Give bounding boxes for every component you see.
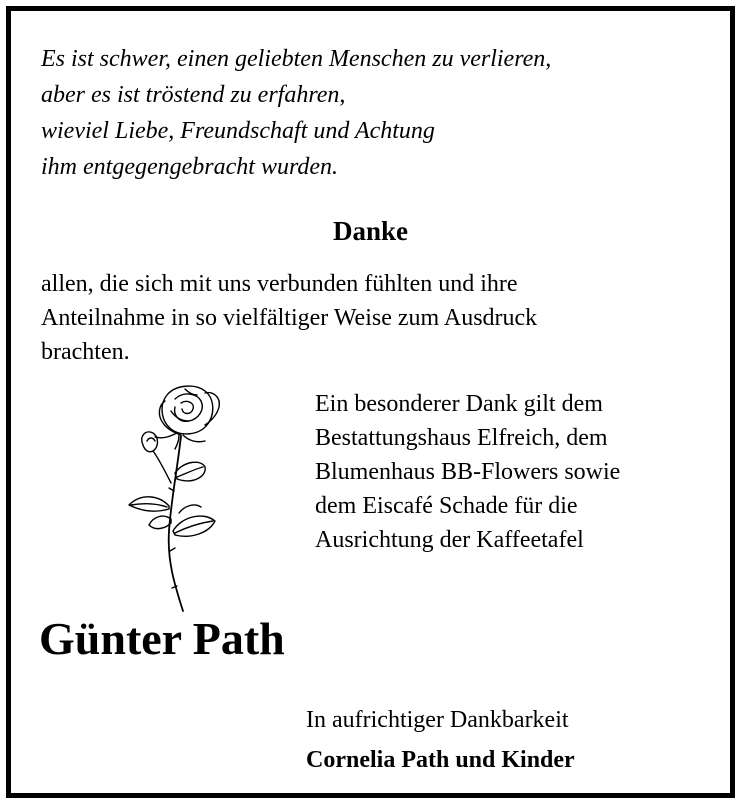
thanks-text bbox=[41, 267, 537, 369]
quote-text bbox=[41, 41, 551, 185]
thanks-line: brachten. bbox=[41, 339, 130, 365]
special-line: Blumenhaus BB-Flowers sowie bbox=[315, 459, 621, 485]
quote-line: Es ist schwer, einen geliebten Menschen zu verlieren, bbox=[41, 46, 552, 72]
quote-line: ihm entgegengebracht wurden. bbox=[41, 154, 339, 180]
closing-line: In aufrichtiger Dankbarkeit bbox=[306, 707, 569, 733]
special-line: dem Eiscafé Schade für die bbox=[315, 493, 578, 519]
deceased-name: Günter Path bbox=[39, 613, 285, 664]
special-line: Bestattungshaus Elfreich, dem bbox=[315, 425, 608, 451]
signature: Cornelia Path und Kinder bbox=[306, 747, 575, 773]
thanks-line: allen, die sich mit uns verbunden fühlten und ihre bbox=[41, 271, 518, 297]
rose-icon bbox=[119, 381, 229, 616]
special-line: Ein besonderer Dank gilt dem bbox=[315, 391, 603, 417]
quote-line: wieviel Liebe, Freundschaft und Achtung bbox=[41, 118, 435, 144]
quote-line: aber es ist tröstend zu erfahren, bbox=[41, 82, 346, 108]
thanks-heading: Danke bbox=[332, 216, 408, 246]
special-thanks bbox=[315, 387, 620, 557]
special-line: Ausrichtung der Kaffeetafel bbox=[315, 527, 584, 553]
notice-frame bbox=[6, 6, 735, 798]
thanks-line: Anteilnahme in so vielfältiger Weise zum Ausdruck bbox=[41, 305, 538, 331]
